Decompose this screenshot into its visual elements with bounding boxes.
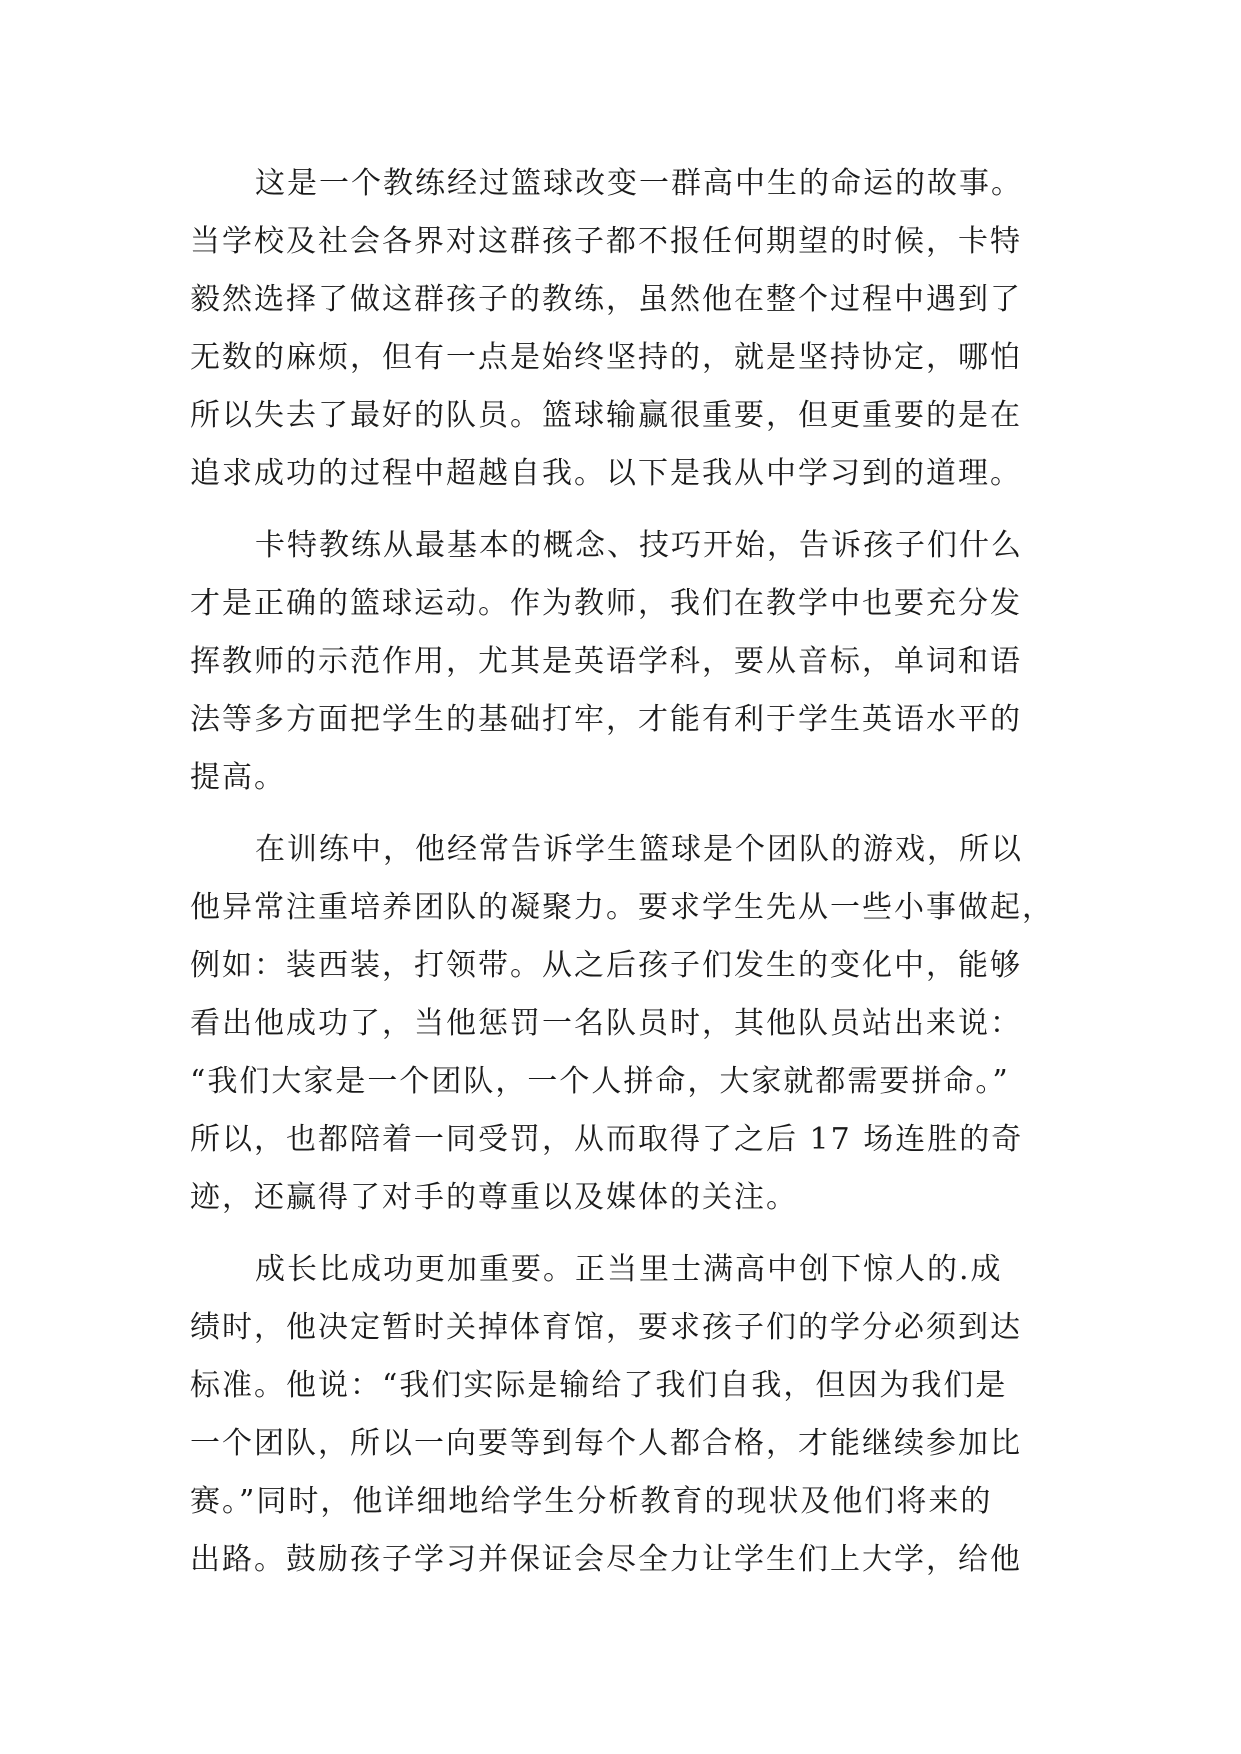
paragraph-line: 追求成功的过程中超越自我。以下是我从中学习到的道理。 [190, 456, 1022, 491]
paragraph-gap [190, 807, 1070, 821]
paragraph-line: 卡特教练从最基本的概念、技巧开始，告诉孩子们什么 [255, 528, 1023, 563]
paragraph-line: 才是正确的篮球运动。作为教师，我们在教学中也要充分发 [190, 586, 1022, 621]
paragraph-line: “我们大家是一个团队，一个人拼命，大家就都需要拼命。” [190, 1064, 1010, 1099]
paragraph-line: 一个团队，所以一向要等到每个人都合格，才能继续参加比 [190, 1426, 1022, 1461]
paragraph-line: 成长比成功更加重要。正当里士满高中创下惊人的.成 [255, 1252, 1003, 1287]
paragraph-line: 所以失去了最好的队员。篮球输赢很重要，但更重要的是在 [190, 398, 1022, 433]
paragraph-gap [190, 1227, 1070, 1241]
paragraph-line: 出路。鼓励孩子学习并保证会尽全力让学生们上大学，给他 [190, 1542, 1022, 1577]
paragraph-line: 他异常注重培养团队的凝聚力。要求学生先从一些小事做起， [190, 890, 1054, 925]
paragraph-line: 法等多方面把学生的基础打牢，才能有利于学生英语水平的 [190, 702, 1022, 737]
paragraph-line: 绩时，他决定暂时关掉体育馆，要求孩子们的学分必须到达 [190, 1310, 1022, 1345]
paragraph-line: 迹，还赢得了对手的尊重以及媒体的关注。 [190, 1180, 798, 1215]
paragraph-2 [190, 517, 1070, 807]
paragraph-line: 赛。”同时，他详细地给学生分析教育的现状及他们将来的 [190, 1484, 993, 1519]
paragraph-line: 提高。 [190, 760, 286, 795]
paragraph-line: 毅然选择了做这群孩子的教练，虽然他在整个过程中遇到了 [190, 282, 1022, 317]
paragraph-line: 无数的麻烦，但有一点是始终坚持的，就是坚持协定，哪怕 [190, 340, 1022, 375]
paragraph-1 [190, 155, 1070, 503]
paragraph-line: 在训练中，他经常告诉学生篮球是个团队的游戏，所以 [255, 832, 1023, 867]
paragraph-3 [190, 821, 1070, 1227]
paragraph-line: 挥教师的示范作用，尤其是英语学科，要从音标，单词和语 [190, 644, 1022, 679]
paragraph-gap [190, 503, 1070, 517]
paragraph-line: 看出他成功了，当他惩罚一名队员时，其他队员站出来说： [190, 1006, 1022, 1041]
paragraph-4 [190, 1241, 1070, 1589]
paragraph-line: 当学校及社会各界对这群孩子都不报任何期望的时候，卡特 [190, 224, 1022, 259]
paragraph-line: 例如：装西装，打领带。从之后孩子们发生的变化中，能够 [190, 948, 1022, 983]
document-body [190, 155, 1070, 1589]
paragraph-line: 标准。他说：“我们实际是输给了我们自我，但因为我们是 [190, 1368, 1008, 1403]
paragraph-line: 这是一个教练经过篮球改变一群高中生的命运的故事。 [255, 166, 1023, 201]
paragraph-line: 所以，也都陪着一同受罚，从而取得了之后 17 场连胜的奇 [190, 1122, 1024, 1157]
